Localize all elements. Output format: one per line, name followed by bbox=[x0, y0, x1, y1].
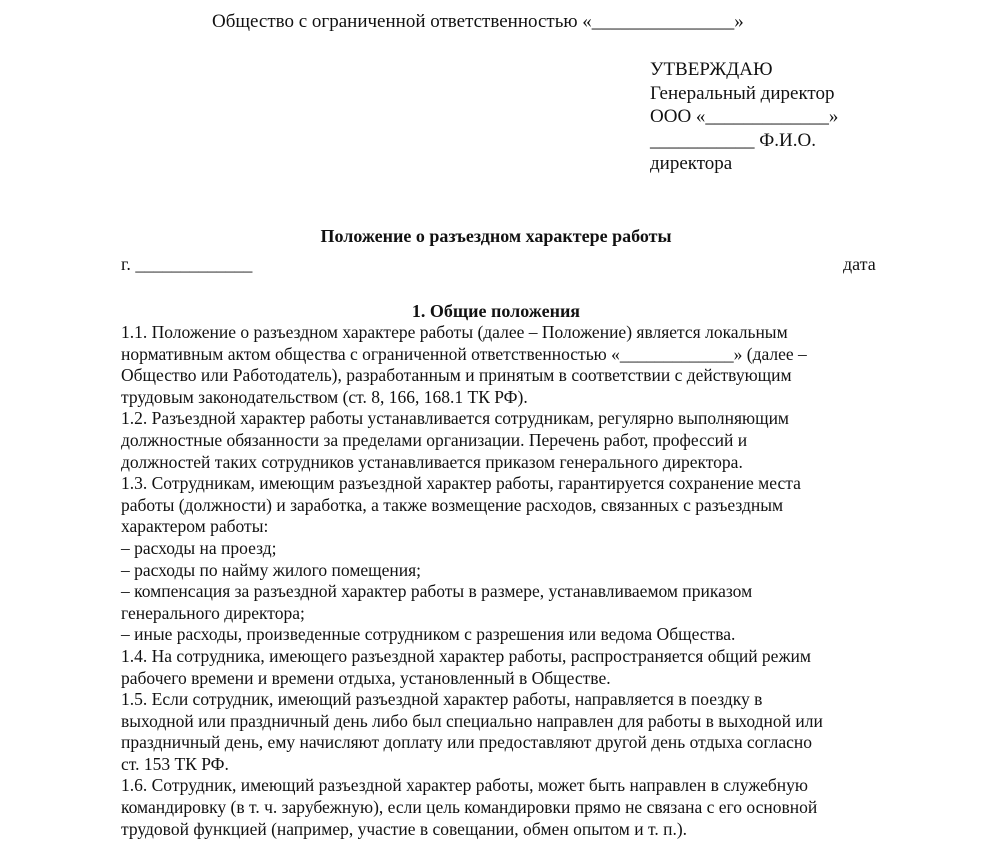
text-line: работы (должности) и заработка, а также возмещение расходов, связанных с разъездным bbox=[121, 494, 784, 515]
approval-block bbox=[650, 58, 838, 176]
text-line: выходной или праздничный день либо был специально направлен для работы в выходной или bbox=[121, 710, 823, 731]
approval-line: Генеральный директор bbox=[650, 82, 835, 104]
text-line: трудовой функцией (например, участие в совещании, обмен опытом и т. п.). bbox=[121, 818, 688, 839]
text-line: 1.3. Сотрудникам, имеющим разъездной характер работы, гарантируется сохранение места bbox=[121, 473, 801, 494]
text-line: должностные обязанности за пределами организации. Перечень работ, профессий и bbox=[121, 429, 748, 450]
text-line: рабочего времени и времени отдыха, установленный в Обществе. bbox=[121, 667, 611, 688]
list-item: – компенсация за разъездной характер работы в размере, устанавливаемом приказом bbox=[121, 581, 753, 602]
city-field: г. _____________ bbox=[121, 254, 253, 274]
approval-line: ООО «_____________» bbox=[650, 106, 839, 127]
text-line: нормативным актом общества с ограниченной ответственностью «_____________» (далее – bbox=[121, 343, 807, 364]
list-item: – иные расходы, произведенные сотрудником с разрешения или ведома Общества. bbox=[121, 624, 736, 645]
section-body bbox=[121, 322, 891, 840]
text-line: праздничный день, ему начисляют доплату или предоставляют другой день отдыха согласно bbox=[121, 732, 813, 753]
text-line: 1.6. Сотрудник, имеющий разъездной характер работы, может быть направлен в служебную bbox=[121, 775, 808, 796]
text-line: характером работы: bbox=[121, 516, 269, 537]
approval-line: УТВЕРЖДАЮ bbox=[650, 59, 773, 80]
document-title: Положение о разъездном характере работы bbox=[320, 226, 672, 246]
text-line: 1.1. Положение о разъездном характере работы (далее – Положение) является локальным bbox=[121, 322, 788, 342]
section-title: 1. Общие положения bbox=[411, 301, 581, 321]
text-line: должностей таких сотрудников устанавливается приказом генерального директора. bbox=[121, 451, 743, 472]
list-item: – расходы на проезд; bbox=[121, 537, 277, 558]
text-line: трудовым законодательством (ст. 8, 166, 168.1 ТК РФ). bbox=[121, 386, 528, 407]
approval-line: ___________ Ф.И.О. bbox=[650, 129, 816, 151]
text-line: командировку (в т. ч. зарубежную), если цель командировки прямо не связана с его основной bbox=[121, 797, 818, 818]
list-item: – расходы по найму жилого помещения; bbox=[121, 559, 422, 580]
text-line: ст. 153 ТК РФ. bbox=[121, 753, 229, 774]
text-line: 1.5. Если сотрудник, имеющий разъездной характер работы, направляется в поездку в bbox=[121, 689, 763, 710]
approval-line: директора bbox=[650, 153, 733, 174]
text-line: 1.4. На сотрудника, имеющего разъездной характер работы, распространяется общий режим bbox=[121, 645, 811, 666]
organization-header: Общество с ограниченной ответственностью «_______________» bbox=[212, 11, 744, 32]
text-line: генерального директора; bbox=[121, 602, 305, 623]
date-field: дата bbox=[843, 254, 876, 274]
text-line: 1.2. Разъездной характер работы устанавливается сотрудникам, регулярно выполняющим bbox=[121, 408, 790, 429]
text-line: Общество или Работодатель), разработанным и принятым в соответствии с действующим bbox=[121, 365, 792, 386]
